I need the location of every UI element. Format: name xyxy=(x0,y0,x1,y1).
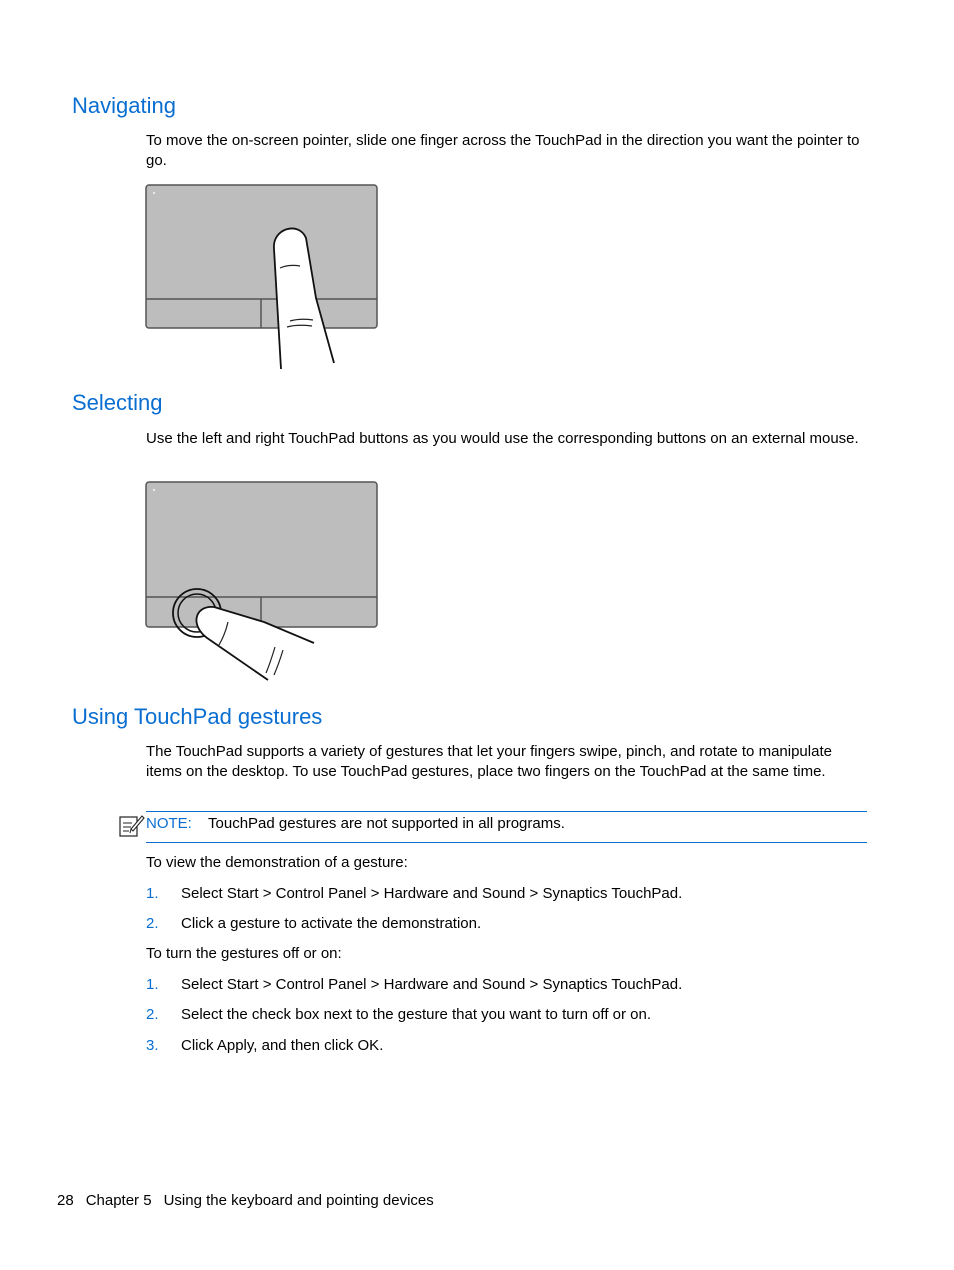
step-menu-path: Start > Control Panel > Hardware and Sound > Synaptics TouchPad xyxy=(226,885,679,902)
heading-selecting: Selecting xyxy=(72,390,163,415)
page-footer xyxy=(57,1192,446,1209)
toggle-intro: To turn the gestures off or on: xyxy=(146,945,342,962)
page-number: 28 xyxy=(57,1192,74,1209)
selecting-body: Use the left and right TouchPad buttons as you would use the corresponding buttons on an external mouse. xyxy=(146,430,859,447)
touchpad-selecting-illustration xyxy=(144,480,384,685)
step-text-end: . xyxy=(678,976,683,993)
heading-gestures: Using TouchPad gestures xyxy=(72,704,323,729)
step-text-end: . xyxy=(379,1037,384,1054)
heading-navigating: Navigating xyxy=(72,93,176,118)
step-text-end: . xyxy=(678,885,683,902)
view-step-2 xyxy=(146,914,866,933)
note-top-rule xyxy=(146,811,867,812)
touchpad-navigating-illustration xyxy=(144,183,384,373)
step-text: Select xyxy=(181,976,227,993)
apply-label: Apply xyxy=(216,1037,254,1054)
view-intro: To view the demonstration of a gesture: xyxy=(146,854,408,871)
step-text: Select the check box next to the gesture that you want to turn off or on. xyxy=(181,1006,652,1023)
toggle-step-3 xyxy=(146,1036,866,1055)
step-text: Click xyxy=(181,1037,217,1054)
chapter-label: Chapter 5 xyxy=(85,1192,152,1209)
note-pencil-icon xyxy=(118,813,146,839)
step-number: 2. xyxy=(146,915,159,932)
navigating-body: To move the on-screen pointer, slide one finger across the TouchPad in the direction you want the pointer to go. xyxy=(146,132,860,169)
note-bottom-rule xyxy=(146,842,867,843)
chapter-title: Using the keyboard and pointing devices xyxy=(163,1192,434,1209)
toggle-step-2 xyxy=(146,1005,866,1024)
note-label: NOTE: xyxy=(146,815,192,832)
note xyxy=(146,814,565,833)
step-number: 1. xyxy=(146,885,159,902)
toggle-step-1 xyxy=(146,975,866,994)
step-menu-path: Start > Control Panel > Hardware and Sound > Synaptics TouchPad xyxy=(226,976,679,993)
step-number: 2. xyxy=(146,1006,159,1023)
note-text: TouchPad gestures are not supported in all programs. xyxy=(208,815,565,832)
step-text: Click a gesture to activate the demonstration. xyxy=(181,915,482,932)
step-text-mid: , and then click xyxy=(253,1037,358,1054)
step-number: 3. xyxy=(146,1037,159,1054)
ok-label: OK xyxy=(357,1037,380,1054)
step-text: Select xyxy=(181,885,227,902)
gestures-body: The TouchPad supports a variety of gestures that let your fingers swipe, pinch, and rotate to manipulate items on the desktop. To use TouchPad gestures, place two fingers on the TouchPad at the same time. xyxy=(146,743,832,780)
step-number: 1. xyxy=(146,976,159,993)
view-step-1 xyxy=(146,884,866,903)
